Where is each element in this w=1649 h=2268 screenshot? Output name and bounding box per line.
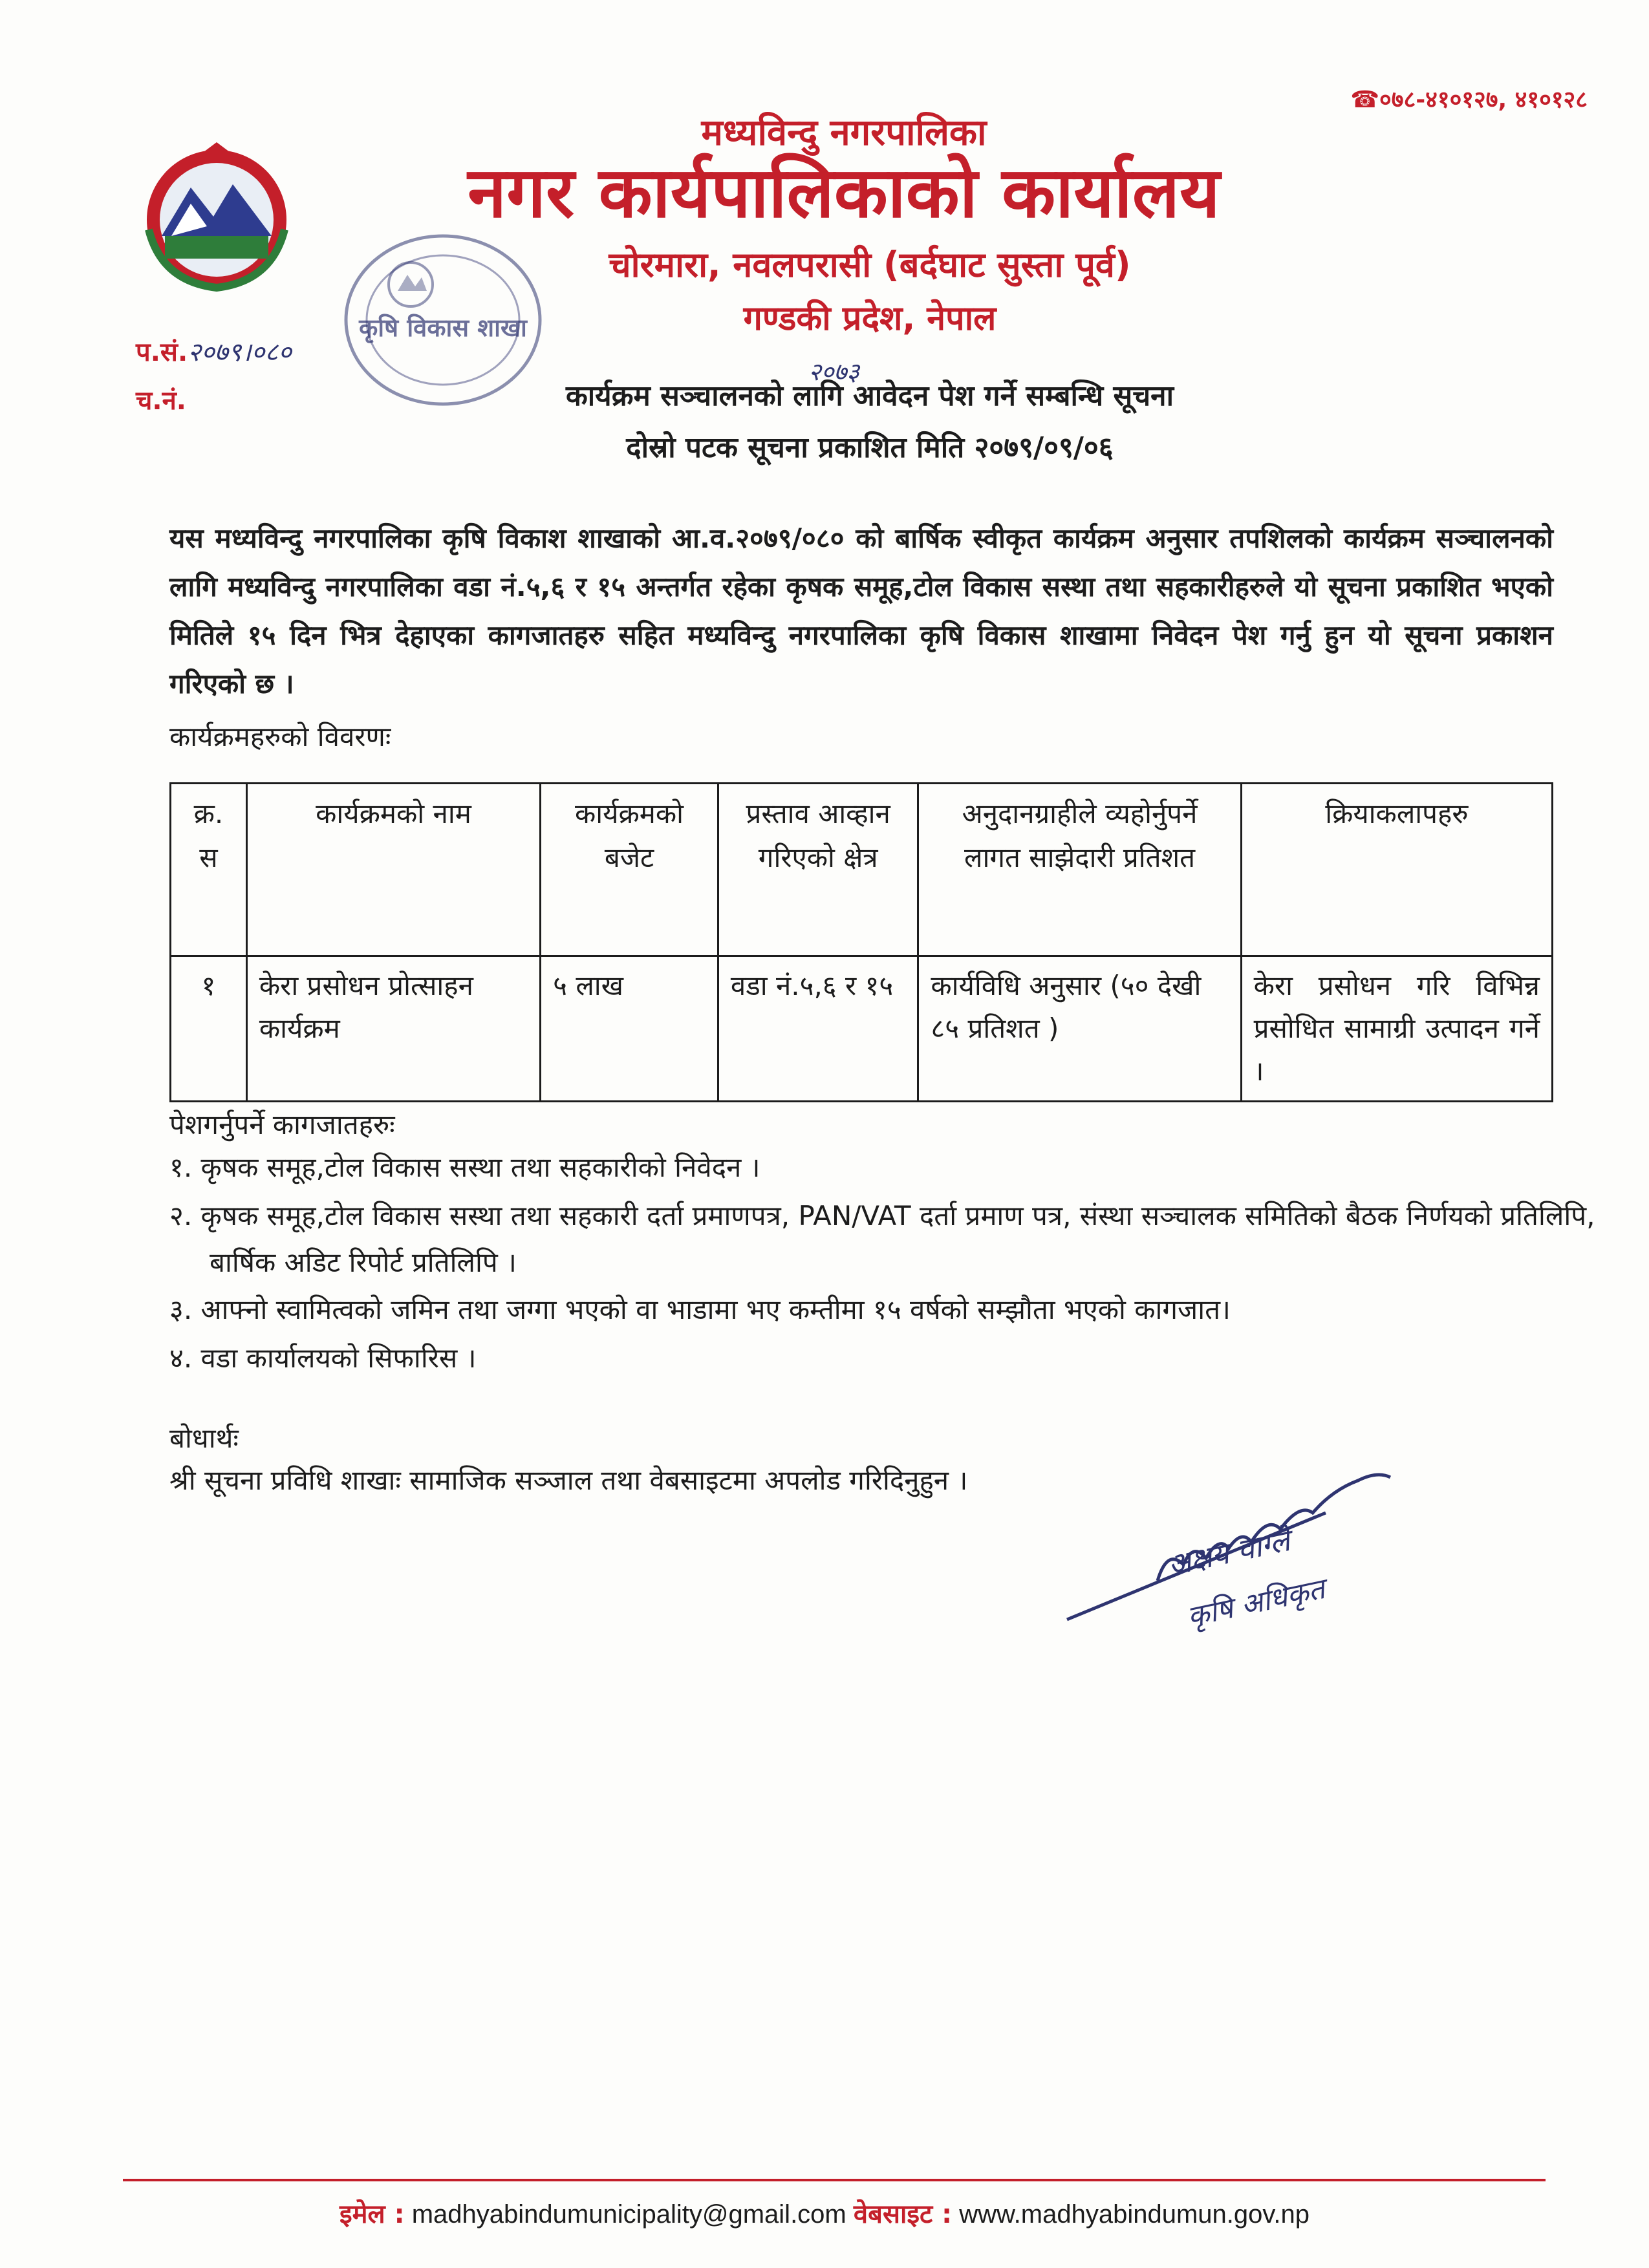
office-name: नगर कार्यपालिकाको कार्यालय	[468, 153, 1220, 233]
email-label: इमेल :	[339, 2199, 405, 2229]
cell-cost-share: कार्यविधि अनुसार (५० देखी ८५ प्रतिशत )	[918, 956, 1241, 1102]
website-label: वेबसाइट :	[853, 2199, 953, 2229]
bodhartha-label: बोधार्थः	[169, 1422, 239, 1454]
programs-label: कार्यक्रमहरुको विवरणः	[169, 721, 391, 753]
cell-activities: केरा प्रसोधन गरि विभिन्न प्रसोधित सामाग्री उत्पादन गर्ने ।	[1241, 956, 1552, 1102]
dispatch-label: च.नं.	[136, 386, 186, 416]
header-budget: कार्यक्रमको बजेट	[541, 784, 718, 956]
email-value: madhyabindumunicipality@gmail.com	[411, 2200, 846, 2229]
notice-publish-date: दोस्रो पटक सूचना प्रकाशित मिति २०७९/०९/०६	[626, 431, 1114, 464]
notice-subject: कार्यक्रम सञ्चालनको लागि आवेदन पेश गर्ने सम्बन्धि सूचना	[565, 380, 1174, 412]
cell-program-name: केरा प्रसोधन प्रोत्साहन कार्यक्रम	[246, 956, 540, 1102]
reference-number	[136, 333, 292, 369]
signatory-name: अक्षय वाग्ले	[1165, 1523, 1293, 1583]
footer-divider	[123, 2179, 1546, 2181]
document-item: ४. वडा कार्यालयको सिफारिस ।	[169, 1342, 477, 1374]
footer-contact	[0, 2195, 1649, 2231]
website-value: www.madhyabindumun.gov.np	[959, 2200, 1310, 2229]
signatory-title: कृषि अधिकृत	[1184, 1572, 1328, 1634]
reference-label: प.सं.	[136, 337, 188, 367]
header-program-name: कार्यक्रमको नाम	[246, 784, 540, 956]
address-line-2: गण्डकी प्रदेश, नेपाल	[743, 299, 997, 338]
document-item: २. कृषक समूह,टोल विकास सस्था तथा सहकारी दर्ता प्रमाणपत्र, PAN/VAT दर्ता प्रमाण पत्र, संस्था सञ्चालक समितिको बैठक निर्णयको प्रतिलिपि, बार्षिक अडिट रिपोर्ट प्रतिलिपि ।	[169, 1200, 1595, 1278]
bodhartha-line: श्री सूचना प्रविधि शाखाः सामाजिक सञ्जाल तथा वेबसाइटमा अपलोड गरिदिनुहुन ।	[169, 1464, 968, 1496]
programs-table	[169, 782, 1553, 1102]
reference-value: २०७९।०८०	[188, 337, 292, 367]
header-cost-share: अनुदानग्राहीले व्यहोर्नुपर्ने लागत साझेदारी प्रतिशत	[918, 784, 1241, 956]
municipality-name: मध्यविन्दु नगरपालिका	[701, 112, 987, 154]
phone-numbers: ☎०७८-४१०१२७, ४१०१२८	[1350, 87, 1588, 113]
cell-serial: १	[171, 956, 247, 1102]
header-area: प्रस्ताव आव्हान गरिएको क्षेत्र	[718, 784, 918, 956]
document-item: १. कृषक समूह,टोल विकास सस्था तथा सहकारीको निवेदन ।	[169, 1151, 760, 1183]
notice-paragraph: यस मध्यविन्दु नगरपालिका कृषि विकाश शाखाको आ.व.२०७९/०८० को बार्षिक स्वीकृत कार्यक्रम अनुसार तपशिलको कार्यक्रम सञ्चालनको लागि मध्यविन्दु नगरपालिका वडा नं.५,६ र १५ अन्तर्गत रहेका कृषक समूह,टोल विकास सस्था तथा सहकारीहरुले यो सूचना प्रकाशित भएको मितिले १५ दिन भित्र देहाएका कागजातहरु सहित मध्यविन्दु नगरपालिका कृषि विकास शाखामा निवेदन पेश गर्नु हुन यो सूचना प्रकाशन गरिएको छ ।	[169, 522, 1553, 700]
table-row	[171, 956, 1553, 1102]
cell-area: वडा नं.५,६ र १५	[718, 956, 918, 1102]
document-item: ३. आफ्नो स्वामित्वको जमिन तथा जग्गा भएको वा भाडामा भए कम्तीमा १५ वर्षको सम्झौता भएको कागजात।	[169, 1294, 1231, 1325]
address-line-1: चोरमारा, नवलपरासी (बर्दघाट सुस्ता पूर्व)	[609, 244, 1131, 285]
handwritten-year: २०७३	[808, 358, 860, 386]
svg-text:कृषि विकास शाखा: कृषि विकास शाखा	[359, 314, 527, 342]
header-serial: क्र. स	[171, 784, 247, 956]
documents-label: पेशगर्नुपर्ने कागजातहरुः	[169, 1109, 395, 1140]
table-header-row	[171, 784, 1553, 956]
cell-budget: ५ लाख	[541, 956, 718, 1102]
header-activities: क्रियाकलापहरु	[1241, 784, 1552, 956]
